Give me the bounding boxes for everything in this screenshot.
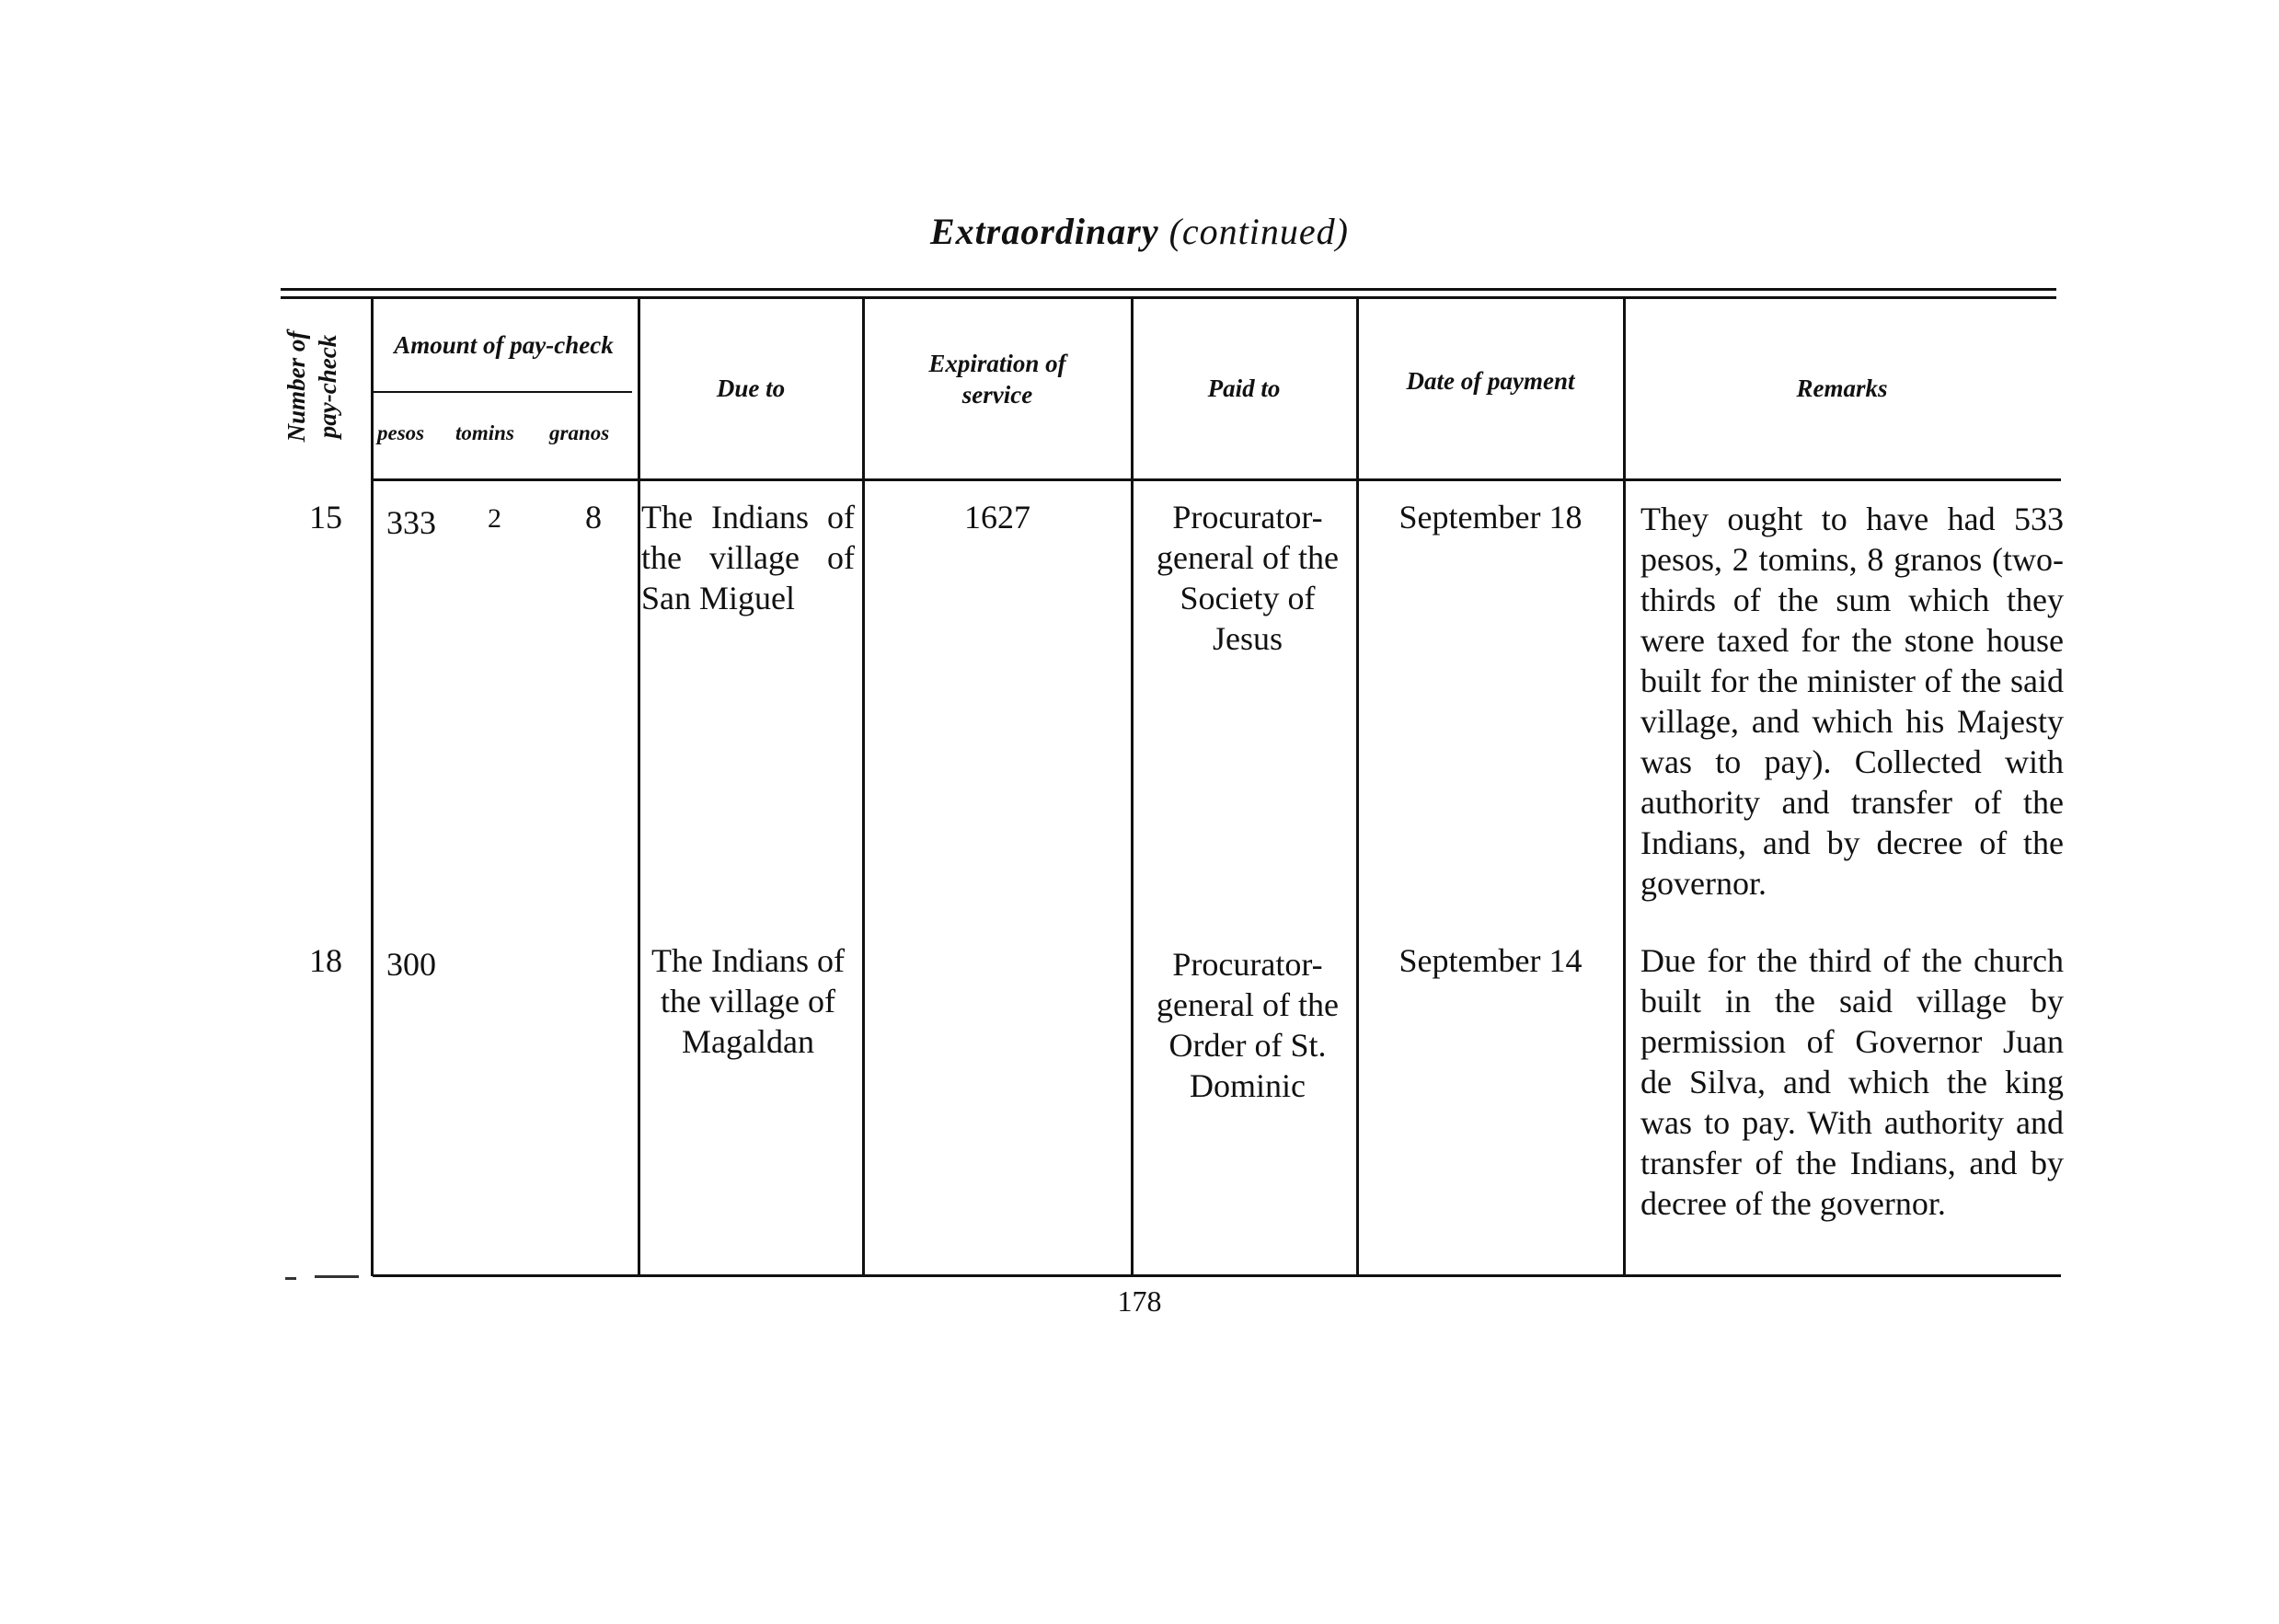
bottom-dash-2 [315,1275,359,1278]
header-granos: granos [549,421,610,444]
header-amount: Amount of pay-check [394,331,614,359]
row1-granos: 8 [585,499,602,536]
header-paid-to: Paid to [1207,374,1281,402]
page-title [0,210,2279,253]
page-number: 178 [1117,1284,1162,1318]
bottom-rule [373,1274,2061,1277]
header-number-line1: Number of [282,330,310,443]
row2-date: September 14 [1398,942,1583,979]
top-rule-2 [281,296,2056,299]
header-date: Date of payment [1406,367,1575,395]
header-rule [373,478,2061,481]
row1-due-to: The Indians of the village of San Miguel [641,499,855,616]
header-expiration [865,348,1130,410]
header-number-line2: pay-check [314,334,341,439]
col-rule-1 [371,299,374,1276]
col-rule-3 [862,299,865,1276]
amount-rule [373,391,632,393]
col-rule-6 [1623,299,1626,1276]
row1-expiration: 1627 [964,499,1030,536]
row1-tomins: 2 [488,503,501,534]
title-paren: (continued) [1168,211,1349,252]
row2-paid-to: Procurator-general of the Order of St. Dominic [1157,946,1339,1104]
row1-number: 15 [309,499,342,536]
title-main: Extraordinary [930,211,1159,252]
row1-pesos: 333 [386,504,436,541]
row1-remarks: They ought to have had 533 pesos, 2 tomins, 8 granos (two-thirds of the sum which they were taxed for the stone house built for the minister of the said village, and which his Majesty was to pay). Collected with authority and transfer of the Indians, and by decree of the governor. [1640,501,2064,902]
header-expiration-line1: Expiration of [928,350,1066,377]
header-tomins: tomins [455,421,514,444]
row1-paid-to: Procurator-general of the Society of Jesus [1157,499,1339,657]
bottom-dash-1 [285,1277,296,1280]
header-due-to: Due to [716,374,786,402]
top-rule-1 [281,288,2056,291]
row2-due-to: The Indians of the village of Magaldan [651,942,845,1060]
row2-remarks: Due for the third of the church built in the said village by permission of Governor Juan de Silva, and which the king was to pay. With authority and transfer of the Indians, and by decree of the governor. [1640,942,2064,1222]
col-rule-2 [638,299,640,1276]
row2-number: 18 [309,942,342,979]
row1-date: September 18 [1398,499,1583,536]
header-pesos: pesos [377,421,425,444]
row2-pesos: 300 [386,946,436,983]
col-rule-4 [1131,299,1134,1276]
col-rule-5 [1356,299,1359,1276]
header-expiration-line2: service [961,381,1033,409]
header-remarks: Remarks [1796,374,1888,402]
header-number [281,313,343,460]
